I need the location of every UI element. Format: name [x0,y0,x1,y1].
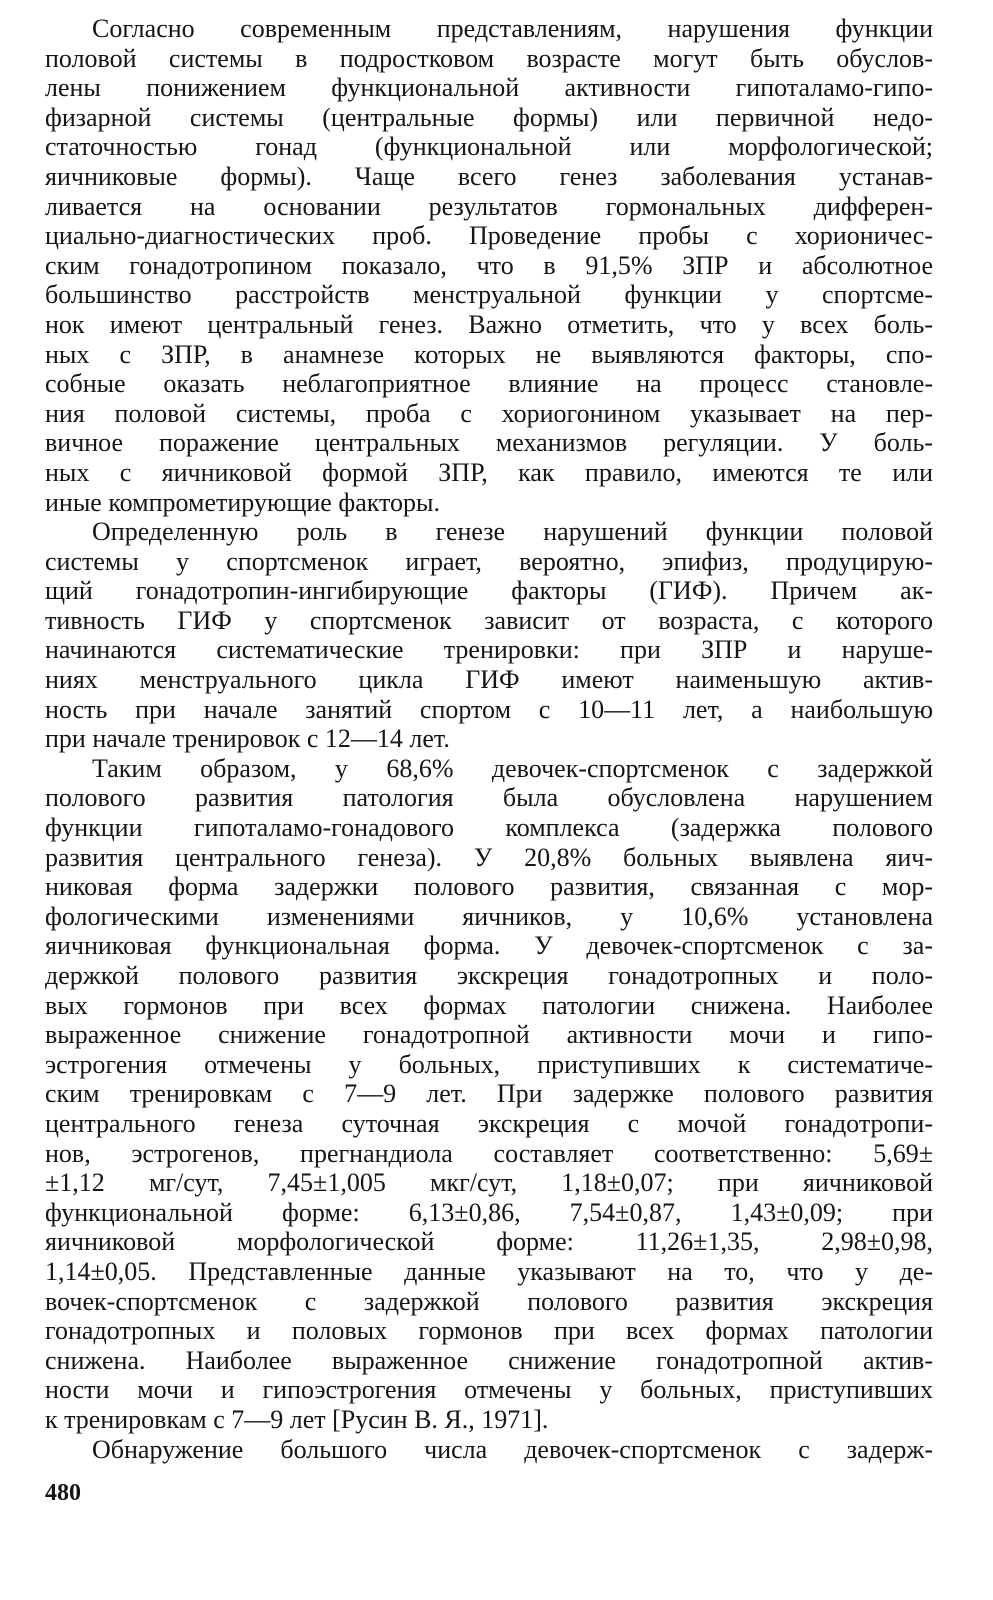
text-line: ных с яичниковой формой ЗПР, как правило, имеются те или [45,457,933,487]
text-line: ния половой системы, проба с хориогонином указывает на пер- [45,398,933,428]
text-line: вичное поражение центральных механизмов регуляции. У боль- [45,428,933,458]
text-line: к тренировкам с 7—9 лет [Русин В. Я., 1971]. [45,1404,549,1434]
text-line: вочек-спортсменок с задержкой полового развития экскреция [45,1286,933,1316]
text-line: гонадотропных и половых гормонов при всех формах патологии [45,1316,933,1346]
body-text [45,14,933,1464]
text-line: нов, эстрогенов, прегнандиола составляет соответственно: 5,69± [45,1138,933,1168]
text-line: щий гонадотропин-ингибирующие факторы (ГИФ). Причем ак- [45,576,933,606]
text-line: ниях менструального цикла ГИФ имеют наименьшую актив- [45,665,933,695]
text-line: иные компрометирующие факторы. [45,487,441,517]
text-line: системы у спортсменок играет, вероятно, эпифиз, продуцирую- [45,546,933,576]
text-line: циально-диагностических проб. Проведение пробы с хорионичес- [45,221,933,251]
text-line: снижена. Наиболее выраженное снижение гонадотропной актив- [45,1345,933,1375]
text-line: яичниковой морфологической форме: 11,26±1,35, 2,98±0,98, [45,1227,933,1257]
text-line: полового развития патология была обусловлена нарушением [45,783,933,813]
text-line: начинаются систематические тренировки: при ЗПР и наруше- [45,635,933,665]
text-line: никовая форма задержки полового развития, связанная с мор- [45,872,933,902]
text-line: развития центрального генеза). У 20,8% больных выявлена яич- [45,842,933,872]
text-line: при начале тренировок с 12—14 лет. [45,724,450,754]
text-line: фологическими изменениями яичников, у 10,6% установлена [45,901,933,931]
text-line: лены понижением функциональной активности гипоталамо-гипо- [45,73,933,103]
text-line: держкой полового развития экскреция гонадотропных и поло- [45,961,933,990]
text-line: функциональной форме: 6,13±0,86, 7,54±0,87, 1,43±0,09; при [45,1197,933,1227]
text-line: эстрогения отмечены у больных, приступивших к систематиче- [45,1049,933,1079]
text-line: ским гонадотропином показало, что в 91,5% ЗПР и абсолютное [45,250,933,280]
text-line: центрального генеза суточная экскреция с мочой гонадотропи- [45,1108,933,1138]
text-line: яичниковая функциональная форма. У девочек-спортсменок с за- [45,931,933,961]
text-line: Обнаружение большого числа девочек-спортсменок с задерж- [92,1434,933,1464]
text-line: собные оказать неблагоприятное влияние на процесс становле- [45,369,933,399]
text-line: ность при начале занятий спортом с 10—11 лет, а наибольшую [45,694,933,724]
text-line: функции гипоталамо-гонадового комплекса (задержка полового [45,813,933,843]
page-number: 480 [45,1480,81,1506]
text-line: статочностью гонад (функциональной или морфологической; [45,132,933,162]
text-line: ским тренировкам с 7—9 лет. При задержке полового развития [45,1079,933,1109]
text-line: тивность ГИФ у спортсменок зависит от возраста, с которого [45,605,933,635]
text-line: 1,14±0,05. Представленные данные указывают на то, что у де- [45,1256,933,1286]
text-line: Определенную роль в генезе нарушений функции половой [92,517,933,547]
text-line: выраженное снижение гонадотропной активности мочи и гипо- [45,1020,933,1050]
text-line: ливается на основании результатов гормональных дифферен- [45,191,933,221]
text-line: ности мочи и гипоэстрогения отмечены у больных, приступивших [45,1375,933,1405]
text-line: Таким образом, у 68,6% девочек-спортсменок с задержкой [92,753,933,783]
text-line: большинство расстройств менструальной функции у спортсме- [45,280,933,310]
text-line: ных с ЗПР, в анамнезе которых не выявляются факторы, спо- [45,339,933,369]
text-line: вых гормонов при всех формах патологии снижена. Наиболее [45,990,933,1020]
text-line: яичниковые формы). Чаще всего генез заболевания устанав- [45,161,933,191]
text-line: ±1,12 мг/сут, 7,45±1,005 мкг/сут, 1,18±0,07; при яичниковой [45,1168,933,1198]
text-line: половой системы в подростковом возрасте могут быть обуслов- [45,43,933,73]
text-line: нок имеют центральный генез. Важно отметить, что у всех боль- [45,309,933,339]
text-line: Согласно современным представлениям, нарушения функции [92,14,933,43]
text-line: физарной системы (центральные формы) или первичной недо- [45,102,933,132]
